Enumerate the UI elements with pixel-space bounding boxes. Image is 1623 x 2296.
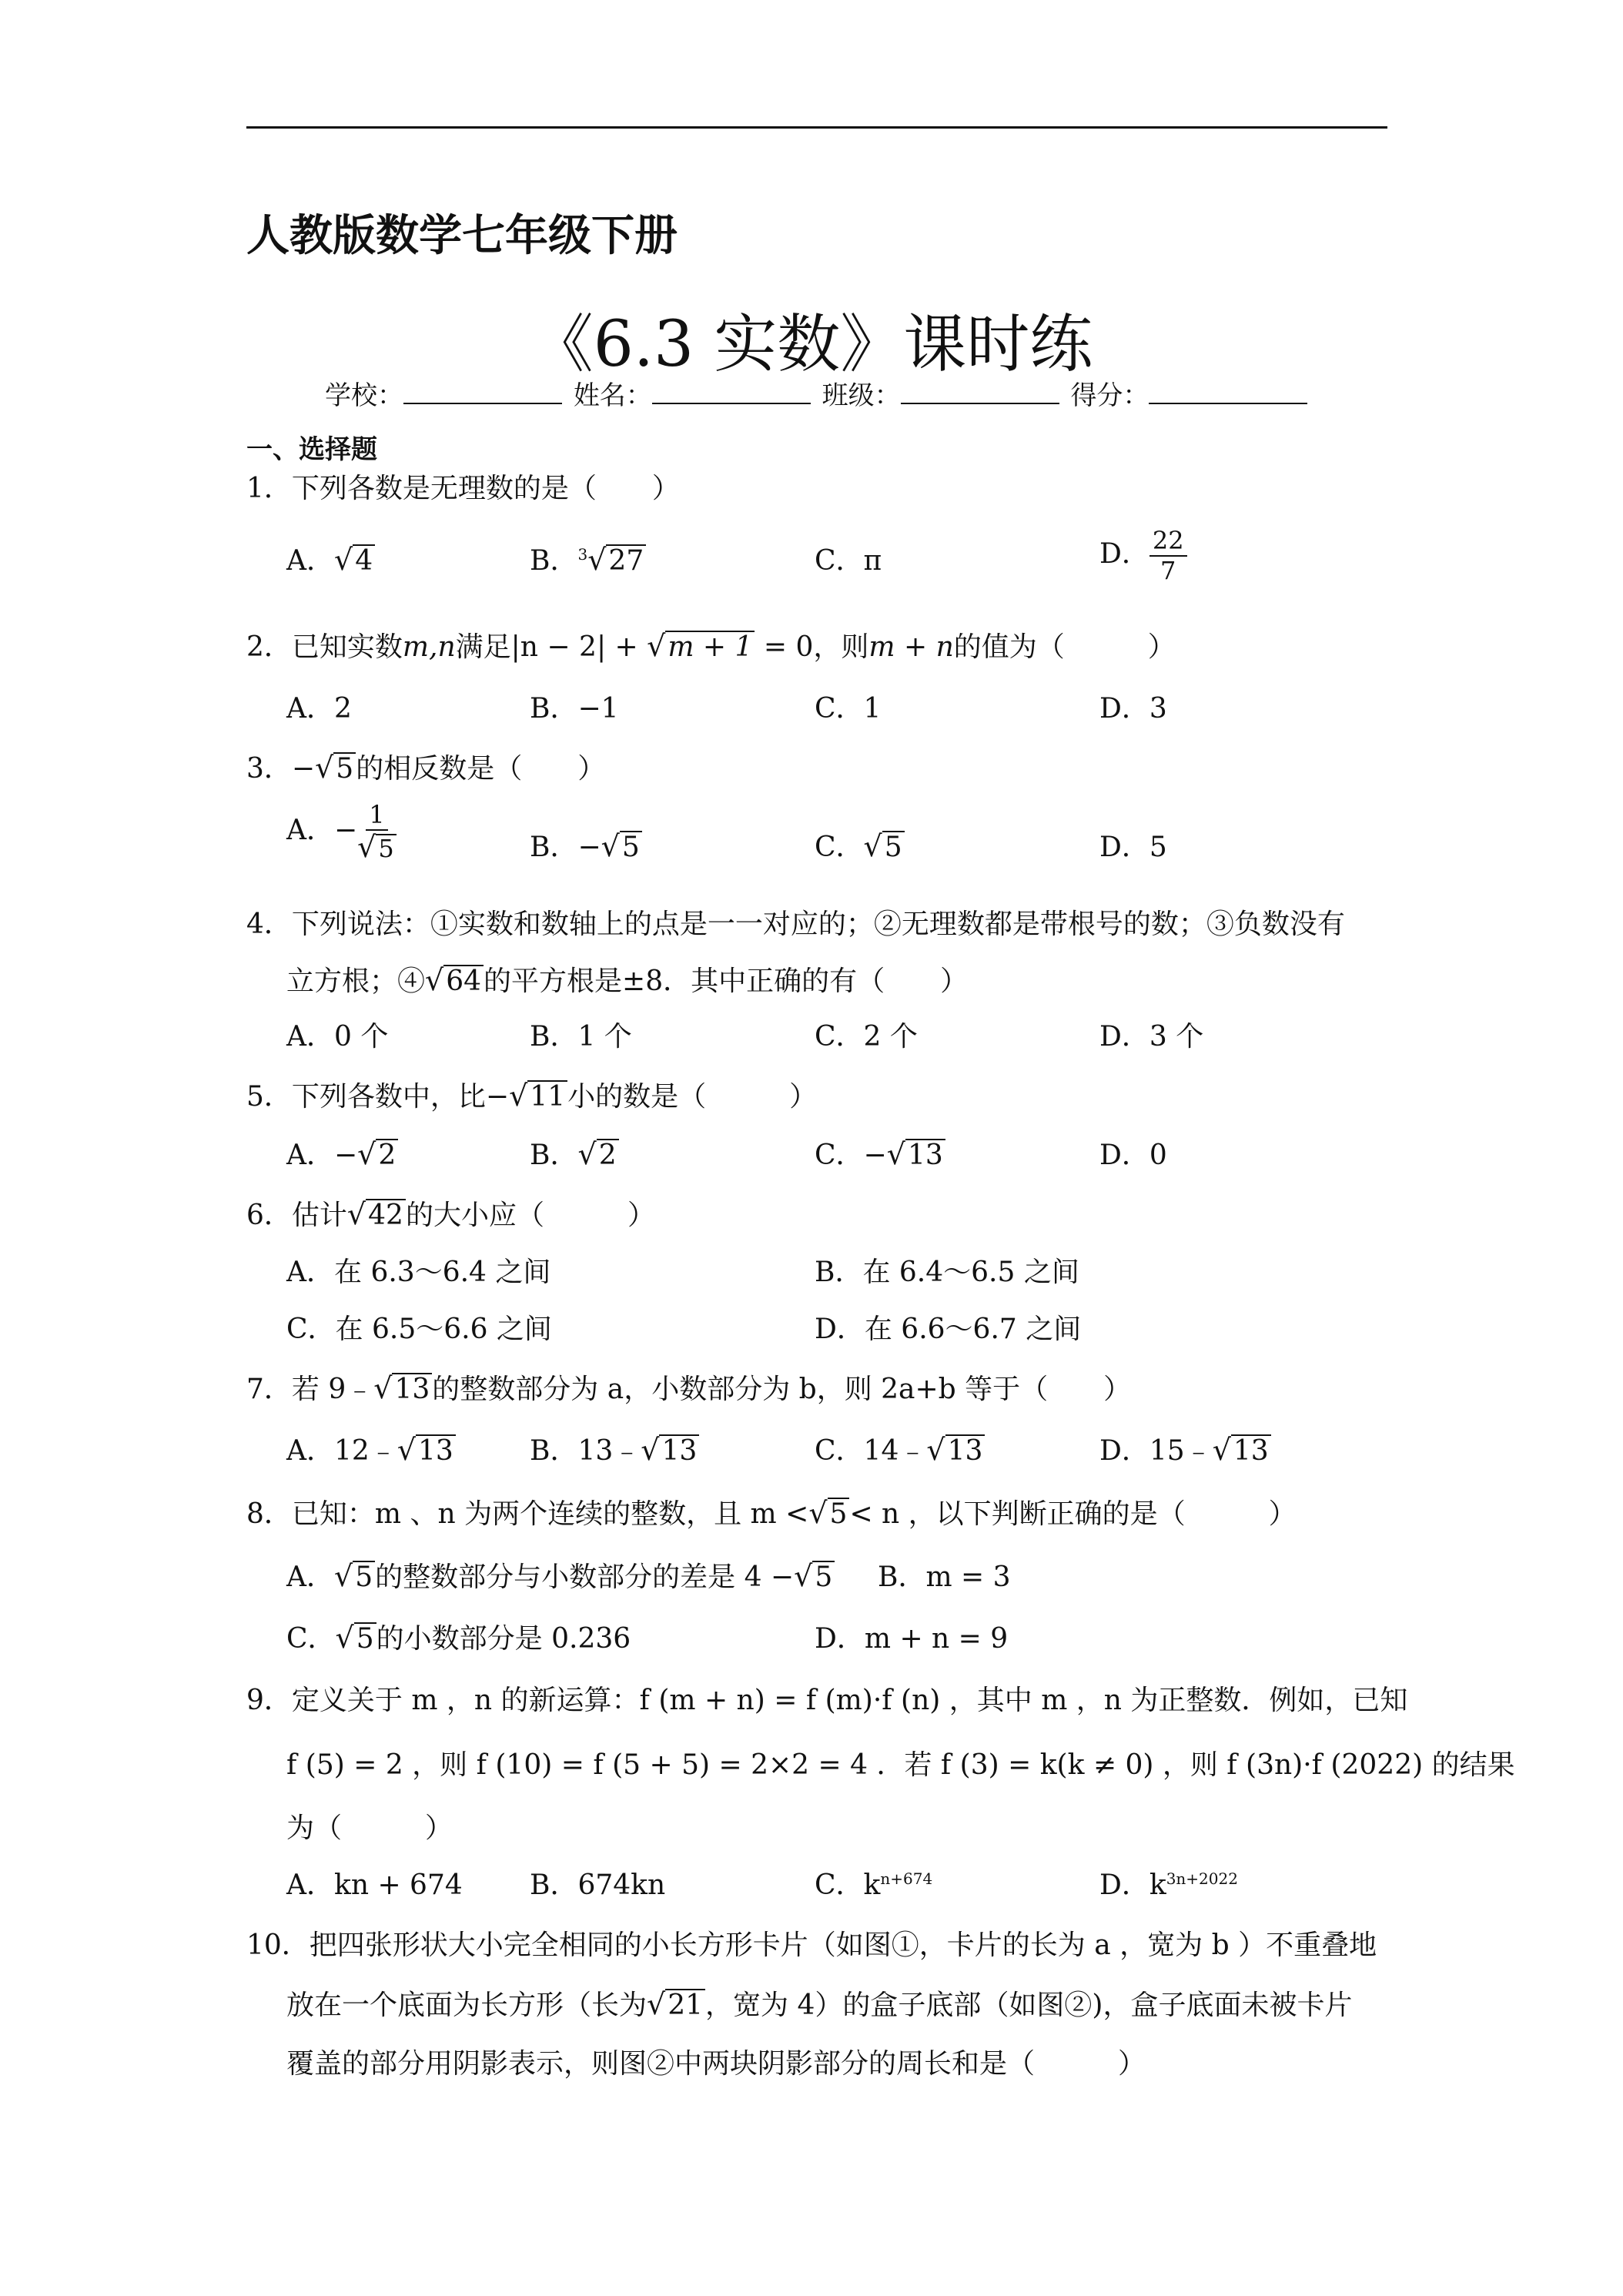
- q7-option-b: [530, 1429, 699, 1468]
- q8-c-label: C．: [286, 1623, 336, 1655]
- q7-option-a: [286, 1429, 456, 1468]
- q8-c-radicand: 5: [354, 1622, 376, 1655]
- radical-icon: √: [587, 543, 607, 577]
- radical-icon: √: [641, 1433, 660, 1467]
- q9-line-2: f (5) = 2 ，则 f (10) = f (5 + 5) = 2×2 = 4 ．若 f (3) = k(k ≠ 0) ，则 f (3n)·f (2022) 的结果: [286, 1749, 1515, 1781]
- q1-stem: 1．下列各数是无理数的是（ ）: [246, 473, 680, 504]
- radical-icon: √: [373, 1371, 393, 1405]
- q5-option-c: [815, 1133, 945, 1173]
- radical-icon: √: [335, 1621, 354, 1655]
- radical-icon: √: [315, 751, 334, 785]
- q6-stem-b: 的大小应（ ）: [405, 1200, 655, 1231]
- name-blank[interactable]: [652, 380, 811, 404]
- q7-option-d: [1099, 1429, 1271, 1468]
- q8-a-radicand: 5: [353, 1561, 375, 1593]
- q1-d-numerator: 22: [1149, 527, 1187, 557]
- radical-icon: √: [425, 963, 444, 997]
- q1-option-d: [1099, 527, 1187, 585]
- q5-c-label: C．−: [815, 1140, 887, 1171]
- q5-a-label: A．−: [286, 1140, 358, 1171]
- q9-option-a: A．kn + 674: [286, 1869, 463, 1901]
- q3-c-radicand: 5: [882, 831, 905, 863]
- q6-option-b: B．在 6.4～6.5 之间: [815, 1257, 1079, 1288]
- q8-stem: [246, 1492, 1297, 1531]
- q3-stem-a: 3．−: [246, 753, 316, 785]
- q7-a-label: A．12﹣: [286, 1435, 397, 1467]
- q2-stem-vars: m,n: [402, 631, 456, 663]
- radical-icon: √: [577, 1137, 597, 1171]
- q10-radicand: 21: [665, 1989, 705, 2021]
- q1-option-c: C．π: [815, 545, 882, 577]
- q1-a-radicand: 4: [353, 544, 375, 577]
- class-blank[interactable]: [901, 380, 1059, 404]
- q3-b-radicand: 5: [620, 831, 642, 863]
- q8-a-text: 的整数部分与小数部分的差是 4 −: [375, 1561, 795, 1593]
- q4-radicand: 64: [443, 965, 484, 997]
- q8-option-a: [286, 1555, 835, 1595]
- q3-option-c: [815, 825, 905, 865]
- q5-a-radicand: 2: [376, 1139, 398, 1171]
- score-label: 得分：: [1070, 380, 1149, 411]
- q7-stem: [246, 1367, 1131, 1407]
- q1-d-fraction: [1149, 527, 1187, 585]
- q2-stem-a: 2．已知实数: [246, 631, 403, 663]
- radical-icon: √: [926, 1433, 945, 1467]
- radical-icon: √: [334, 543, 353, 577]
- q6-stem-a: 6．估计: [246, 1200, 347, 1231]
- q3-a-label: A．−: [286, 815, 358, 847]
- q9-option-b: B．674kn: [530, 1869, 666, 1901]
- q1-option-b: [530, 539, 646, 578]
- q9-c-exponent: n+674: [880, 1869, 933, 1888]
- section-title: 一、选择题: [246, 434, 377, 465]
- q3-stem: [246, 747, 605, 786]
- radical-icon: √: [1212, 1433, 1231, 1467]
- radical-icon: √: [886, 1137, 905, 1171]
- q7-a-radicand: 13: [416, 1434, 456, 1467]
- radical-icon: √: [397, 1433, 417, 1467]
- q4-line-2b: 的平方根是±8．其中正确的有（ ）: [484, 966, 969, 997]
- q6-option-a: A．在 6.3～6.4 之间: [286, 1257, 551, 1288]
- q9-option-c: [815, 1863, 932, 1903]
- q3-a-fraction: [357, 801, 397, 864]
- radical-icon: √: [357, 1137, 376, 1171]
- q7-stem-b: 的整数部分为 a，小数部分为 b，则 2a+b 等于（ ）: [432, 1374, 1132, 1405]
- q2-option-c: C．1: [815, 693, 882, 725]
- q4-option-a: A．0 个: [286, 1021, 389, 1053]
- header-rule: [246, 126, 1387, 129]
- q8-option-b: B．m = 3: [878, 1561, 1011, 1593]
- textbook-title: 人教版数学七年级下册: [246, 211, 678, 261]
- q7-b-label: B．13﹣: [530, 1435, 641, 1467]
- q3-c-label: C．: [815, 832, 864, 863]
- q4-line-2: [286, 959, 968, 999]
- q3-a-numerator: 1: [366, 801, 387, 831]
- radical-icon: √: [346, 1197, 366, 1231]
- q10-line-2a: 放在一个底面为长方形（长为: [286, 1990, 648, 2021]
- school-blank[interactable]: [403, 380, 562, 404]
- q5-option-a: [286, 1133, 398, 1173]
- q8-stem-radicand: 5: [828, 1498, 850, 1530]
- q8-a-label: A．: [286, 1561, 334, 1593]
- q7-stem-radicand: 13: [392, 1373, 432, 1405]
- q5-c-radicand: 13: [905, 1139, 945, 1171]
- q5-option-b: [530, 1133, 619, 1173]
- q1-b-index: 3: [577, 545, 588, 564]
- q4-line-2a: 立方根；④: [286, 966, 426, 997]
- radical-icon: √: [509, 1079, 528, 1113]
- school-label: 学校：: [325, 380, 403, 411]
- radical-icon: √: [863, 829, 882, 863]
- radical-icon: √: [601, 829, 620, 863]
- radical-icon: √: [334, 1559, 353, 1593]
- q1-b-label: B．: [530, 545, 578, 577]
- q5-stem-a: 5．下列各数中，比−: [246, 1081, 510, 1113]
- q3-a-denominator: [357, 831, 397, 865]
- q7-b-radicand: 13: [659, 1434, 699, 1467]
- q8-stem-a: 8．已知：m 、n 为两个连续的整数，且 m <: [246, 1498, 809, 1530]
- q1-d-label: D．: [1099, 537, 1149, 570]
- q5-stem: [246, 1075, 817, 1114]
- radical-icon: √: [808, 1496, 828, 1530]
- q5-stem-radicand: 11: [527, 1080, 567, 1113]
- q3-option-b: [530, 825, 642, 865]
- radical-icon: √: [647, 629, 666, 663]
- q4-option-c: C．2 个: [815, 1021, 918, 1053]
- q10-line-3: 覆盖的部分用阴影表示，则图②中两块阴影部分的周长和是（ ）: [286, 2048, 1146, 2080]
- q3-option-d: D．5: [1099, 832, 1167, 863]
- q6-option-d: D．在 6.6～6.7 之间: [815, 1314, 1082, 1345]
- q2-stem-e: m + n: [868, 631, 954, 663]
- q1-b-radicand: 27: [606, 544, 646, 577]
- q10-line-2: [286, 1983, 1352, 2023]
- q8-c-text: 的小数部分是 0.236: [376, 1623, 631, 1655]
- q7-d-label: D．15﹣: [1099, 1435, 1213, 1467]
- q7-c-label: C．14﹣: [815, 1435, 927, 1467]
- radical-icon: √: [794, 1559, 813, 1593]
- q6-stem: [246, 1193, 655, 1233]
- q3-stem-radicand: 5: [333, 752, 356, 785]
- q5-b-label: B．: [530, 1140, 578, 1171]
- q6-stem-radicand: 42: [366, 1199, 406, 1231]
- radical-icon: √: [357, 829, 376, 864]
- q9-d-exponent: 3n+2022: [1166, 1869, 1238, 1888]
- q7-stem-a: 7．若 9﹣: [246, 1374, 374, 1405]
- q7-option-c: [815, 1429, 985, 1468]
- q1-option-a: [286, 539, 375, 578]
- q2-stem-c: 满足|n − 2| +: [455, 631, 648, 663]
- q9-d-label: D．k: [1099, 1869, 1166, 1901]
- q2-stem-f: 的值为（ ）: [953, 631, 1176, 663]
- q1-d-denominator: 7: [1160, 555, 1176, 585]
- q7-c-radicand: 13: [945, 1434, 986, 1467]
- radical-icon: √: [647, 1987, 666, 2021]
- q2-option-a: A．2: [286, 693, 352, 725]
- q9-line-1: 9．定义关于 m ，n 的新运算：f (m + n) = f (m)·f (n) ，其中 m ，n 为正整数．例如，已知: [246, 1685, 1408, 1716]
- q10-line-1: 10．把四张形状大小完全相同的小长方形卡片（如图①，卡片的长为 a ，宽为 b ）不重叠地: [246, 1930, 1377, 1961]
- q4-option-d: D．3 个: [1099, 1021, 1204, 1053]
- q9-option-d: [1099, 1863, 1238, 1903]
- q8-option-c: [286, 1617, 631, 1656]
- class-label: 班级：: [822, 380, 901, 411]
- q7-d-radicand: 13: [1231, 1434, 1271, 1467]
- q1-a-label: A．: [286, 545, 334, 577]
- info-line: [325, 374, 1310, 412]
- q8-stem-b: < n ，以下判断正确的是（ ）: [849, 1498, 1297, 1530]
- q2-stem-d: = 0，则: [755, 631, 869, 663]
- score-blank[interactable]: [1149, 380, 1307, 404]
- q3-b-label: B．−: [530, 832, 601, 863]
- q8-option-d: D．m + n = 9: [815, 1623, 1009, 1655]
- q5-stem-b: 小的数是（ ）: [567, 1081, 818, 1113]
- q3-a-radicand: 5: [376, 834, 396, 862]
- q2-option-d: D．3: [1099, 693, 1167, 725]
- name-label: 姓名：: [573, 380, 652, 411]
- q10-line-2b: ，宽为 4）的盒子底部（如图②)，盒子底面未被卡片: [705, 1990, 1353, 2021]
- page-title: 《6.3 实数》课时练: [530, 308, 1093, 381]
- q5-b-radicand: 2: [597, 1139, 619, 1171]
- q2-stem-radicand: m + 1: [665, 631, 755, 663]
- q3-option-a: [286, 801, 397, 864]
- q6-option-c: C．在 6.5～6.6 之间: [286, 1314, 552, 1345]
- q4-option-b: B．1 个: [530, 1021, 632, 1053]
- q9-line-3: 为（ ）: [286, 1812, 453, 1844]
- q5-option-d: D．0: [1099, 1140, 1167, 1171]
- q2-stem: [246, 625, 1176, 664]
- q4-line-1: 4．下列说法：①实数和数轴上的点是一一对应的；②无理数都是带根号的数；③负数没有: [246, 909, 1345, 940]
- q2-option-b: B．−1: [530, 693, 619, 725]
- q3-stem-b: 的相反数是（ ）: [356, 753, 606, 785]
- q9-c-label: C．k: [815, 1869, 881, 1901]
- q8-a-radicand-2: 5: [812, 1561, 835, 1593]
